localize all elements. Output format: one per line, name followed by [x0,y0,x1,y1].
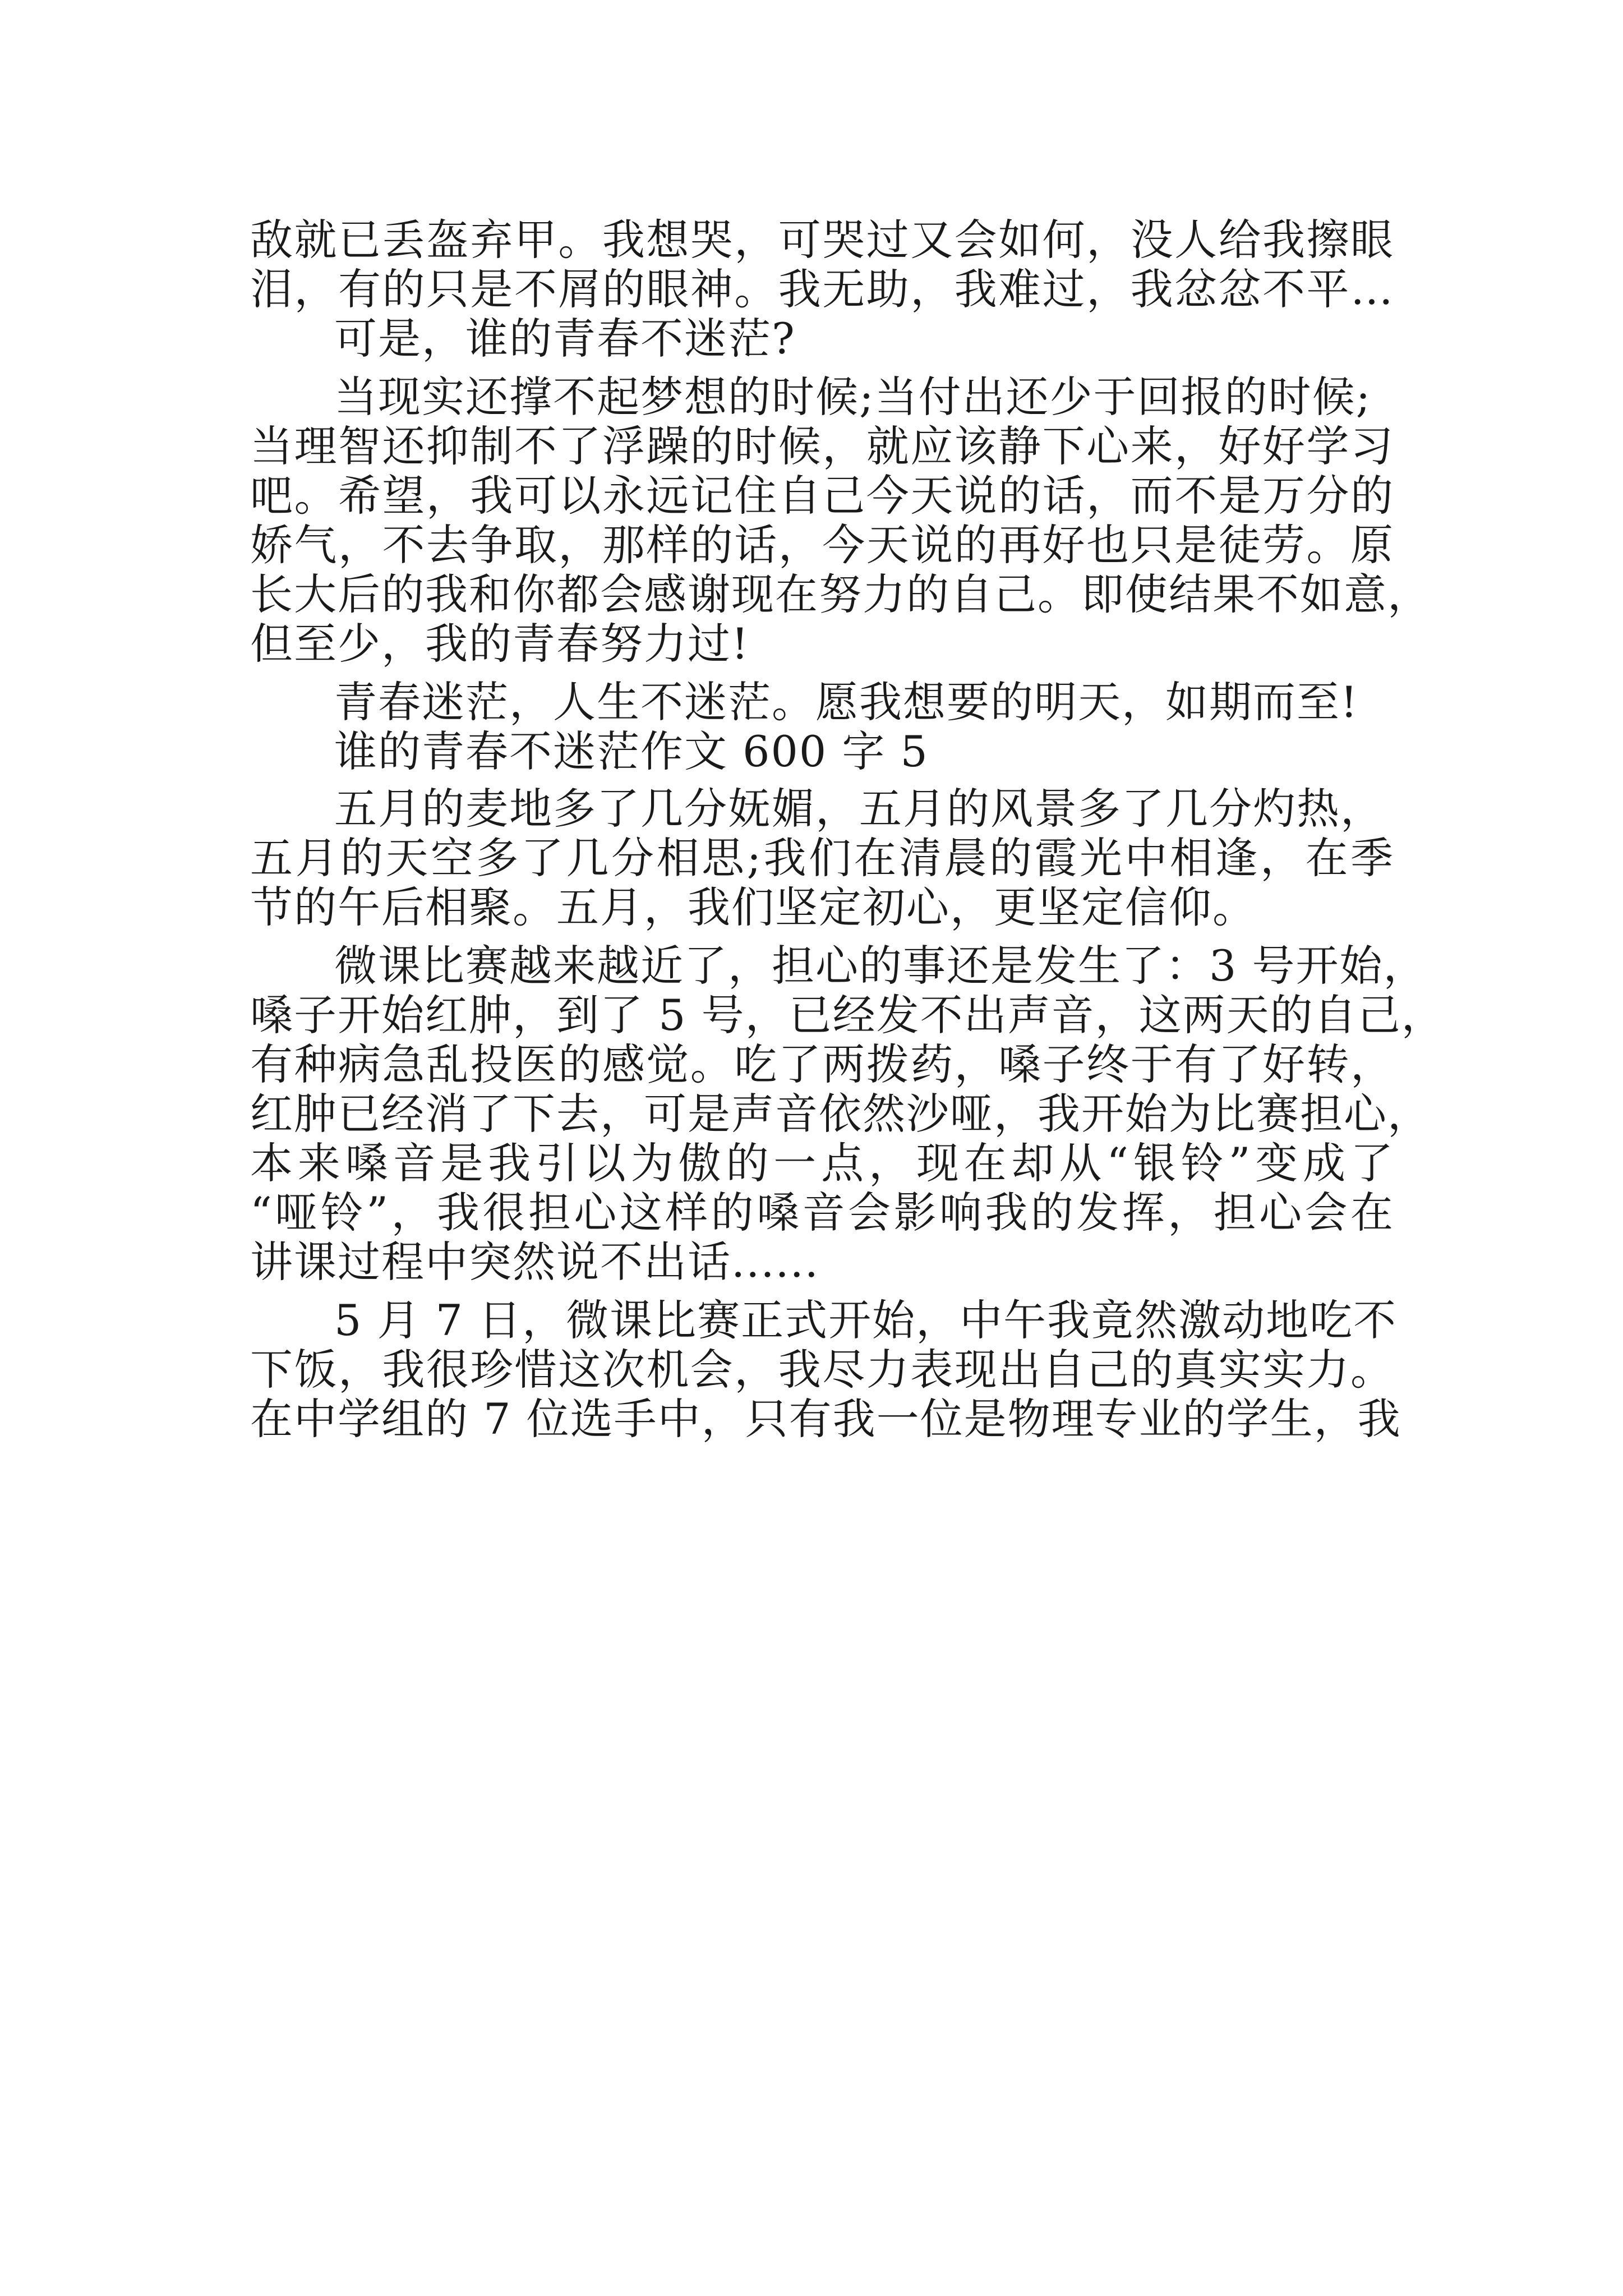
text-line: 嗓子开始红肿，到了 5 号，已经发不出声音，这两天的自己， [250,990,1445,1040]
text-line: 青春迷茫，人生不迷茫。愿我想要的明天，如期而至! [334,677,1359,727]
text-line: 当现实还撑不起梦想的时候;当付出还少于回报的时候; [334,372,1372,422]
text-line: 节的午后相聚。五月，我们坚定初心，更坚定信仰。 [250,882,1256,932]
text-line: 吧。希望，我可以永远记住自己今天说的话，而不是万分的 [250,471,1394,521]
text-line: 红肿已经消了下去，可是声音依然沙哑，我开始为比赛担心， [250,1089,1431,1139]
text-line: 泪，有的只是不屑的眼神。我无助，我难过，我忿忿不平… [250,264,1394,314]
text-line: 下饭，我很珍惜这次机会，我尽力表现出自己的真实实力。 [250,1345,1394,1395]
text-line: 五月的麦地多了几分妩媚，五月的风景多了几分灼热， [334,784,1384,834]
text-line: 5 月 7 日，微课比赛正式开始，中午我竟然激动地吃不 [334,1295,1398,1345]
text-line: “哑铃”，我很担心这样的嗓音会影响我的发挥，担心会在 [250,1188,1394,1237]
text-line: 五月的天空多了几分相思;我们在清晨的霞光中相逢，在季 [250,833,1394,883]
text-line: 本来嗓音是我引以为傲的一点，现在却从“银铃”变成了 [250,1138,1394,1188]
text-line: 当理智还抑制不了浮躁的时候，就应该静下心来，好好学习 [250,421,1394,471]
text-line: 敌就已丢盔弃甲。我想哭，可哭过又会如何，没人给我擦眼 [250,215,1394,265]
text-line: 长大后的我和你都会感谢现在努力的自己。即使结果不如意， [250,569,1431,619]
section-heading: 谁的青春不迷茫作文 600 字 5 [334,726,929,776]
text-line: 微课比赛越来越近了，担心的事还是发生了：3 号开始， [334,941,1427,991]
text-line: 娇气，不去争取，那样的话，今天说的再好也只是徒劳。原 [250,520,1394,570]
text-line: 但至少，我的青春努力过! [250,619,750,669]
text-line: 在中学组的 7 位选手中，只有我一位是物理专业的学生，我 [250,1394,1401,1444]
text-line: 有种病急乱投医的感觉。吃了两拨药，嗓子终于有了好转， [250,1039,1394,1089]
text-line: 可是，谁的青春不迷茫? [334,314,796,364]
text-line: 讲课过程中突然说不出话...... [250,1237,819,1287]
